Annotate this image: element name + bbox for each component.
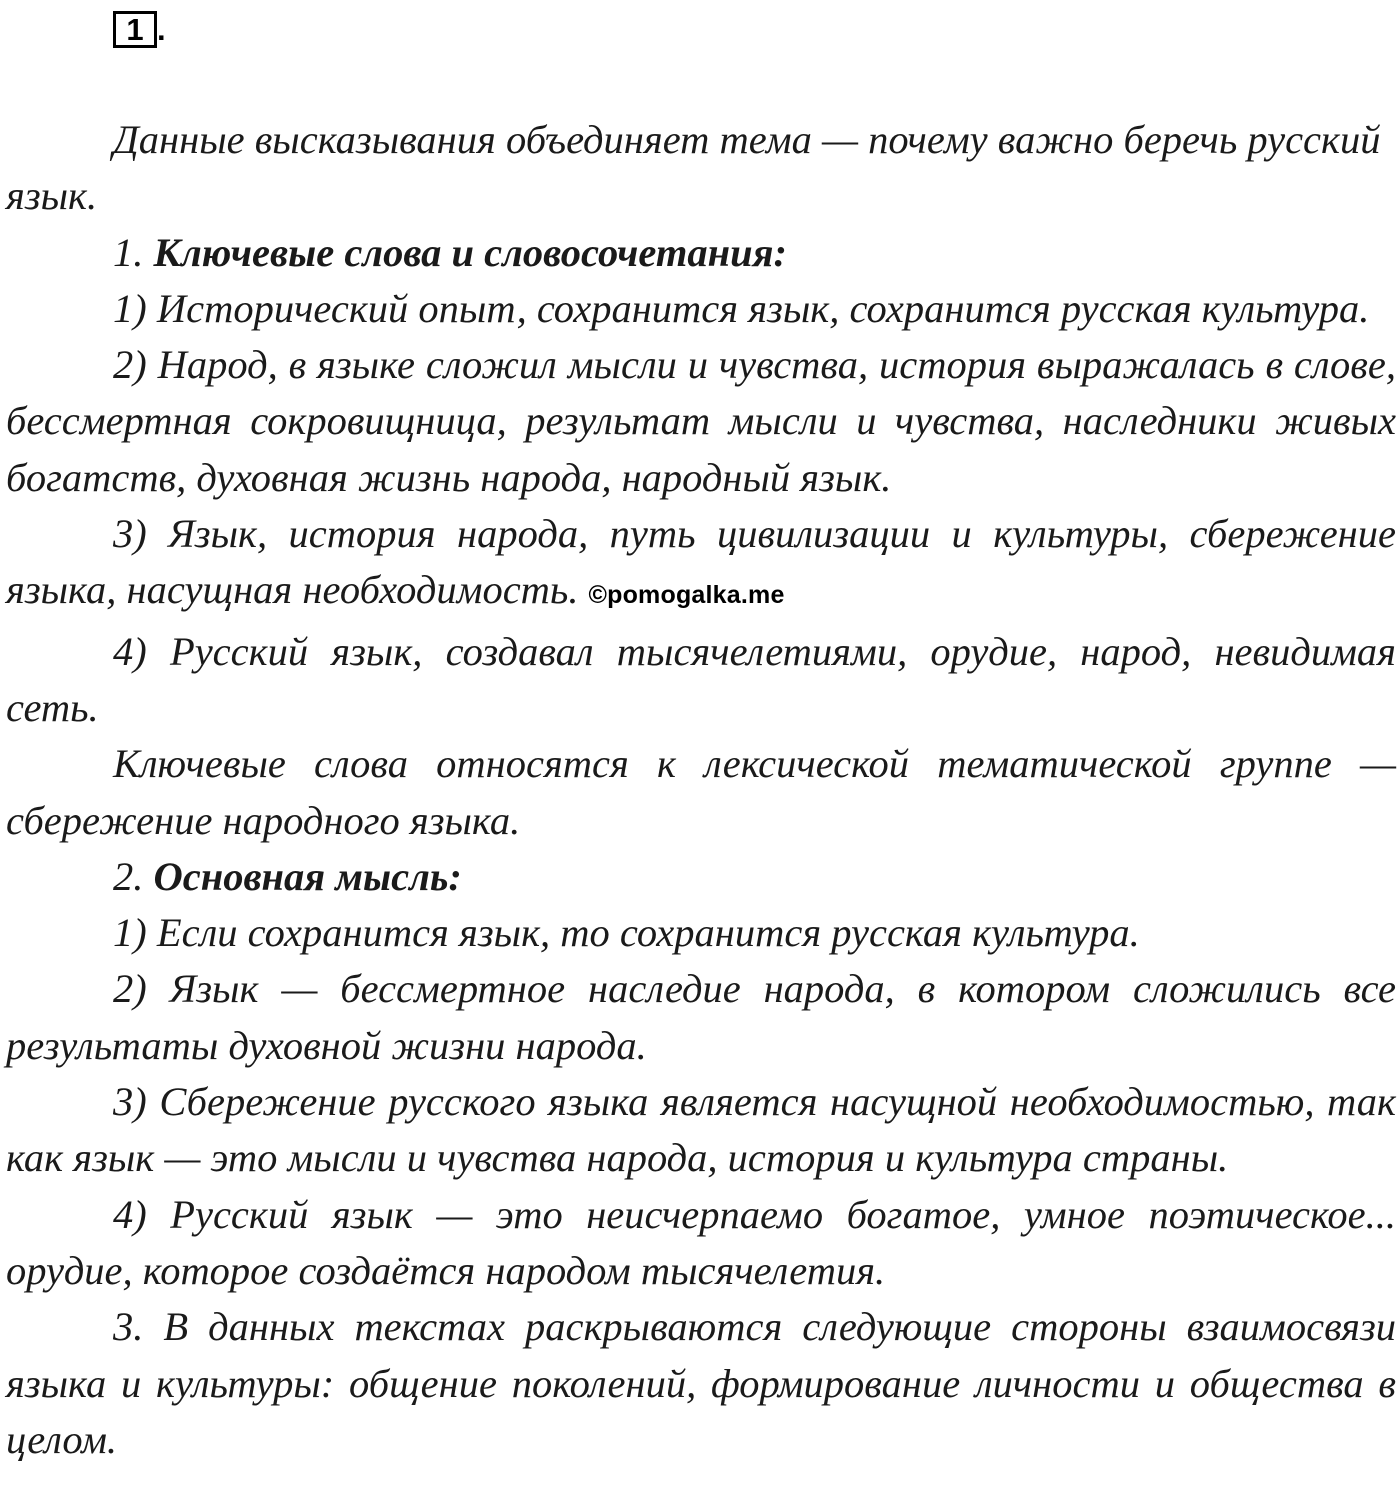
section-1-number: 1. xyxy=(113,229,144,275)
keywords-item-3 xyxy=(6,506,1396,624)
intro-paragraph: Данные высказывания объединяет тема — почему важно беречь русский язык. xyxy=(6,117,1381,219)
section-2-number: 2. xyxy=(113,853,144,899)
task-number-box: 1 xyxy=(113,11,157,48)
main-idea-1: 1) Если сохранится язык, то сохранится русская культура. xyxy=(113,910,1140,956)
watermark: ©pomogalka.me xyxy=(588,581,785,610)
section-2-title: Основная мысль: xyxy=(153,853,462,899)
task-number-dot: . xyxy=(157,12,166,47)
keywords-item-3-text: 3) Язык, история народа, путь цивилизации и культуры, сбережение языка, насущная необходимость. xyxy=(6,511,1396,613)
keywords-item-1: 1) Исторический опыт, сохранится язык, сохранится русская культура. xyxy=(113,285,1370,331)
main-idea-4: 4) Русский язык — это неисчерпаемо богатое, умное поэтическое... орудие, которое создаётся народом тысячелетия. xyxy=(6,1191,1396,1293)
keywords-summary: Ключевые слова относятся к лексической тематической группе — сбережение народного языка. xyxy=(6,741,1396,843)
keywords-item-4: 4) Русский язык, создавал тысячелетиями, орудие, народ, невидимая сеть. xyxy=(6,628,1396,730)
section-1-title: Ключевые слова и словосочетания: xyxy=(153,229,787,275)
section-2-heading xyxy=(6,849,1396,905)
task-number xyxy=(113,8,166,48)
main-idea-3: 3) Сбережение русского языка является насущной необходимостью, так как язык — это мысли и чувства народа, история и культура страны. xyxy=(6,1079,1396,1181)
main-idea-2: 2) Язык — бессмертное наследие народа, в котором сложились все результаты духовной жизни народа. xyxy=(6,966,1396,1068)
section-3-paragraph: 3. В данных текстах раскрываются следующие стороны взаимосвязи языка и культуры: общение поколений, формирование личности и общества в целом. xyxy=(6,1304,1396,1462)
section-1-heading xyxy=(6,225,1396,281)
keywords-item-2: 2) Народ, в языке сложил мысли и чувства, история выражалась в слове, бессмертная сокровищница, результат мысли и чувства, наследники живых богатств, духовная жизнь народа, народный язык. xyxy=(6,342,1396,500)
answer-text xyxy=(6,112,1396,1468)
